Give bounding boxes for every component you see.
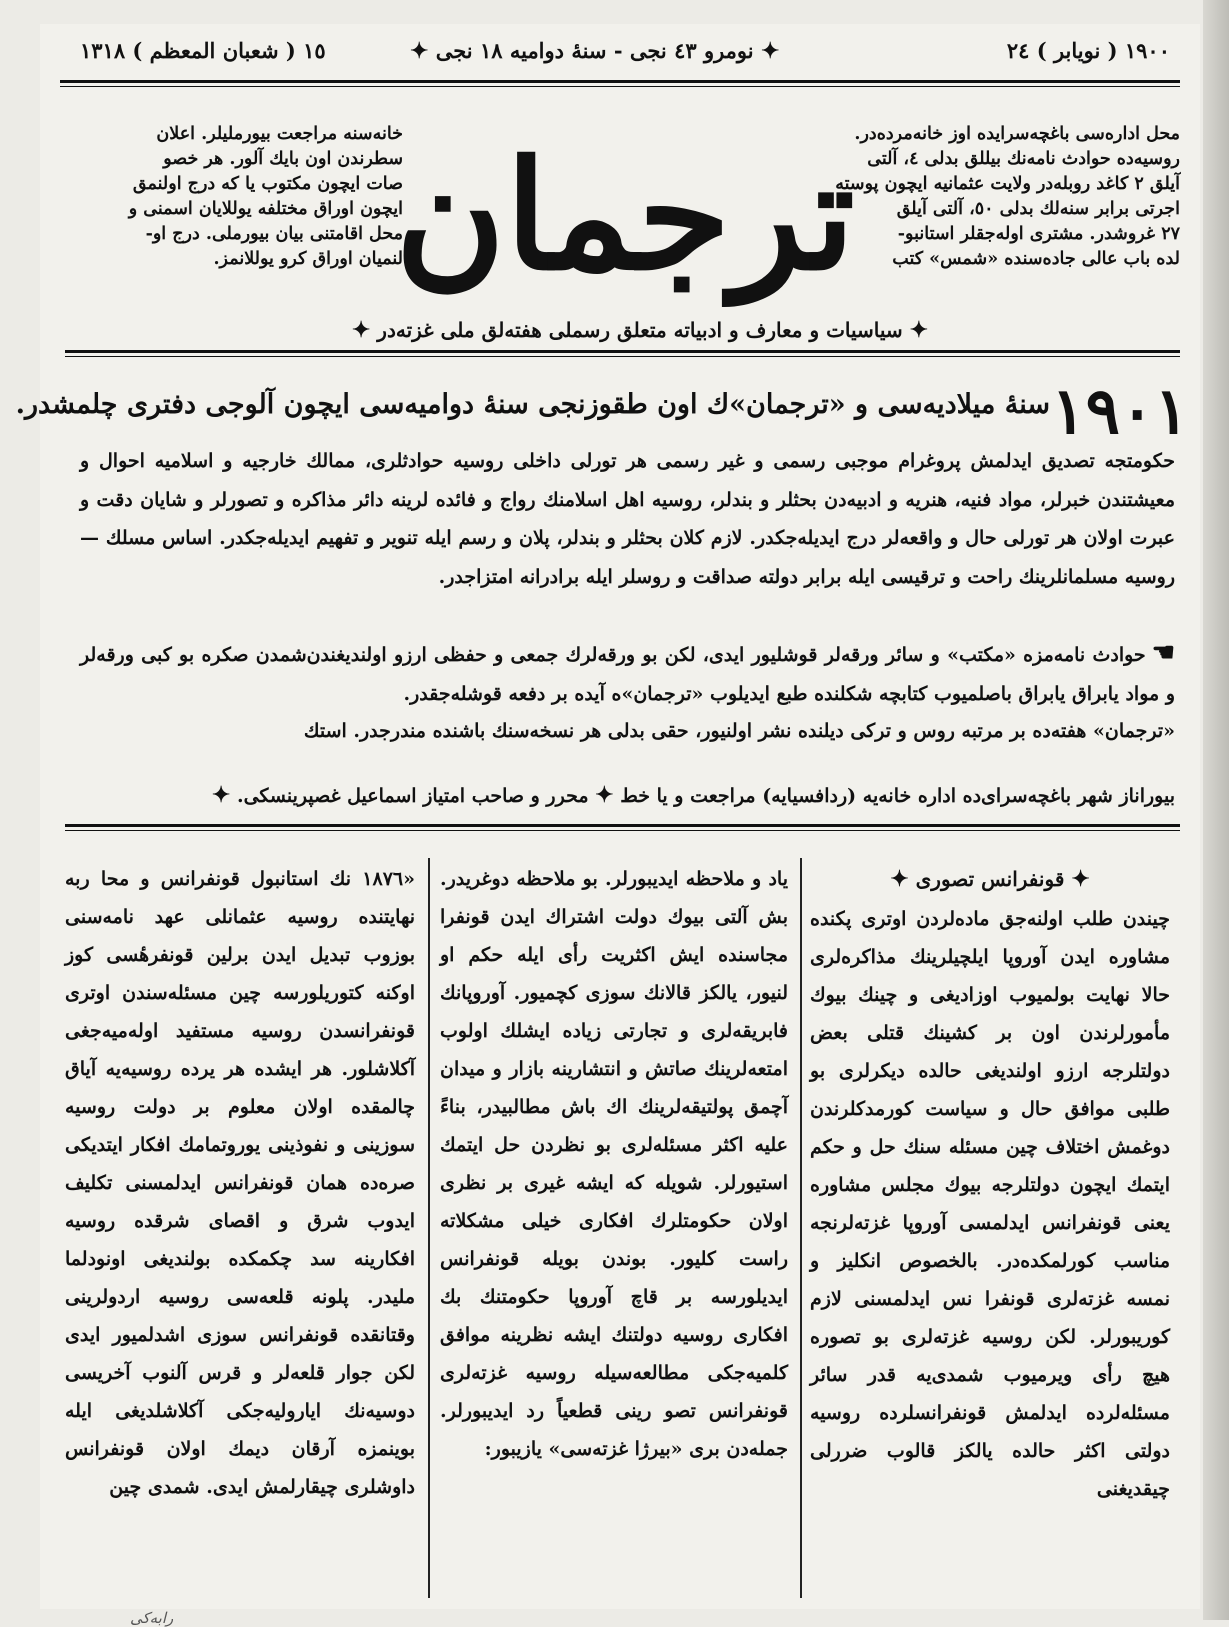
pointing-hand-icon: ☚ [1151,638,1175,668]
columns-rule [65,824,1180,827]
editor-text: محرر و صاحب امتیاز اسماعیل غصپرینسکی. [236,785,589,807]
ornament-icon: ✦ [890,866,909,892]
masthead-title: ترجمان [395,128,855,304]
ornament-icon: ✦ [351,317,371,343]
notice-line: اجرتی برابر سنه‌لك بدلی ٥٠، آلتی آیلق [896,199,1180,219]
notice-line: لنمیان اوراق کرو یوللانمز. [213,249,403,269]
issue-line [410,38,779,64]
article-text: چیندن طلب اولنه‌جق ماده‌لردن اوتری پکنده مشاوره ایدن آوروپا ایلچیلرینك مذاکره‌لری حالا نهایت بولمیوب اوزادیغی و چینك بیوك مأمورلرندن اون بر کشینك قتلی بعض دولتلرجه ارزو اولندیغی حالده دیکرلری بو طلبی موافق حال و سیاست کورمدکلرندن دوغمش اختلاف چین مسئله سنك حل و حکم ایتمك ایچون دولتلرجه بیوك مجلس مشاوره یعنی قونفرانس ایدلمسی آوروپا غزته‌لرنجه مناسب کورلمکده‌در. بالخصوص انکلیز و نمسه غزته‌لری قونفرا نس ایدلمسنی لازم کوریبورلر. لکن روسیه غزته‌لری بو تصوره هیچ رأی ویرمیوب شمدی‌یه قدر سائر مسئله‌لرده ایدلمش قونفرانسلرده روسیه دولتی اکثر حالده یالکز قالوب ضررلی چیقدیغنی [810,908,1170,1500]
article-column-right [810,860,1170,1508]
tagline-text: سیاسیات و معارف و ادبیاته متعلق رسملی هفته‌لق ملی غزته‌در [377,318,903,342]
tagline [320,317,960,343]
article-title [810,860,1170,898]
announcement-paragraph [80,634,1175,713]
newspaper-page [15,24,1200,1627]
article-column-left: «١٨٧٦ نك استانبول قونفرانس و محا ربه نهایتنده روسیه عثمانلی عهد نامه‌سنی بوزوب تبدیل ایدن برلین قونفرهٔسی کوز اوکنه کتوریلورسه چین مسئله‌سندن اوتری قونفرانسدن روسیه مستفید اوله‌میه‌جغی آکلاشلور. هر ایشده هر یرده روسیه‌یه آیاق چالمقده اولان معلوم بر دولت روسیه سوزینی و نفوذینی یوروتمامك افکار ایتدیکی صره‌ده همان قونفرانس ایدلمسنی تکلیف ایدوب شرق و اقصای شرقده روسیه افکارینه سد چکمکده بولندیغی اونودلما ملیدر. پلونه قلعه‌سی روسیه اردولرینی وقتانقده قونفرانس سوزی اشدلمیور ایدی لکن جوار قلعه‌لر و قرس آلنوب آخریسی دوسیه‌نك ایارولیه‌جکی آکلاشلدیغی ایله بوینمزه آرقان دیمك اولان قونفرانس داوشلری چیقارلمش ایدی. شمدی چین [65,868,415,1498]
notice-line: محل اقامتنی بیان بیورملی. درج او- [145,224,403,244]
ornament-icon: ✦ [211,782,231,808]
contact-row [80,782,1175,808]
column-divider [428,858,430,1598]
header-rule-thin [60,86,1180,87]
notice-line: آیلق ٢ کاغد روبله‌در ولایت عثمانیه ایچون پوسته [835,174,1180,194]
column-divider [800,858,802,1598]
announcement-headline: سنۀ میلادیه‌سی و «ترجمان»ك اون طقوزنجی سنۀ دوامیه‌سی ایچون آلوجی دفتری چلمشدر. [15,389,1050,420]
year-number: ١٩٠١ [1051,374,1189,449]
handwritten-note: ر‌ابه‌کی [130,1609,174,1627]
issue-number: نومرو ٤٣ نجى - سنۀ دوامیه ١٨ نجى [435,38,754,63]
ornament-icon: ✦ [1071,866,1090,892]
notice-line: ٢٧ غروشدر. مشتری اوله‌جقلر استانبو- [897,224,1180,244]
notice-line: ایچون اوراق مختلفه یوللایان اسمنی و [128,199,403,219]
section-rule-thin [65,356,1180,357]
notice-line: روسیه‌ده حوادث نامه‌نك بیللق بدلی ٤، آلتی [867,149,1180,169]
advertising-notice [58,122,403,272]
page-edge-shadow [1203,0,1229,1620]
hijri-date: ١٥ ( شعبان المعظم ) ١٣١٨ [80,38,326,63]
announcement-paragraph: «ترجمان» هفته‌ده بر مرتبه روس و ترکی دیلنده نشر اولنیور، حقی بدلی هر نسخه‌سنك باشنده مندرجدر. استك [303,720,1175,742]
paragraph-text: حوادث نامه‌مزه «مکتب» و سائر ورقه‌لر قوشلیور ایدی، لکن بو ورقه‌لرك جمعی و حفظی ارزو اولندیغندن‌شمدن صکره بو کبی ورقه‌لر و مواد یابراق یابراق باصلمیوب کتابچه شکلنده طبع ایدیلوب «ترجمان»ه آیده بر دفعه قوشله‌جقدر. [80,644,1175,705]
header-rule [60,80,1180,83]
ornament-icon: ✦ [595,782,614,808]
article-column-middle: یاد و ملاحظه ایدیبورلر. بو ملاحظه دوغریدر. بش آلتی بیوك دولت اشتراك ایدن قونفرا مجاسنده ایش اکثریت رأی ایله حکم او لنیور، یالکز قالانك سوزی کچمیور. آوروپانك فابریقه‌لری و تجارتی زیاده ایشلك اولوب امتعه‌لرینك صاتش و انتشارینه بازار و میدان آچمق پولتیقه‌لرینك اك باش مطالبیدر، بناءً علیه اکثر مسئله‌لری بو نظردن حل ایتمك استیورلر. شویله که ایشه غیری بر نظری اولان حکومتلرك افکاری خیلی مشکلاته راست کلیور. بوندن بویله قونفرانس ایدیلورسه بر قاچ آوروپا حکومتنك بك افکاری روسیه دولتنك ایشه نظرینه موافق کلمیه‌جکی مطالعه‌سیله روسیه غزته‌لری قونفرانس تصو رینی قطعیاً رد ایدیبورلر. جمله‌دن بری «بیرژا غزته‌سی» یازیبور: [440,868,788,1460]
notice-line: صات ایچون مکتوب یا که درج اولنمق [132,174,403,194]
notice-line: سطرندن اون بایك آلور. هر خصو [163,149,403,169]
gregorian-date: ١٩٠٠ ( نویابر ) ٢٤ [1006,38,1170,63]
notice-line: خانه‌سنه مراجعت بیورملیلر. اعلان [156,124,403,144]
announcement-paragraph: حکومتجه تصدیق ایدلمش پروغرام موجبی رسمی و غیر رسمی هر تورلی داخلی روسیه حوادثلری، ممالك خارجیه و اسلامیه احوال و معیشتندن خبرلر، مواد فنیه، هنریه و ادبیه‌دن بحثلر و بندلر، روسیه اهل اسلامنك رواج و فائده لرینه دائر مذاکره و تصورلر و شایان دقت و عبرت اولان هر تورلی حال و واقعه‌لر درج ایدیله‌جکدر. لازم کلان بحثلر و بندلر، پلان و رسم ایله تنویر و تفهیم ایدیله‌جکدر. اساس مسلك — روسیه مسلمانلرینك راحت و ترقیسی ایله برابر دولته صداقت و روسلر ایله برادرانه امتزاجدر. [80,450,1175,588]
subscription-notice [805,122,1180,272]
notice-line: لده باب عالی جاده‌سنده «شمس» کتب [892,249,1180,269]
ornament-icon: ✦ [410,38,429,64]
contact-text: بیوراناز شهر باغچه‌سرای‌ده اداره خانه‌یه (ردافسیایه) مراجعت و یا خط [620,785,1175,807]
ornament-icon: ✦ [760,38,780,64]
article-title-text: قونفرانس تصوری [915,867,1065,891]
notice-line: محل اداره‌سی باغچه‌سرایده اوز خانه‌مرده‌در. [854,124,1180,144]
columns-rule-thin [65,830,1180,831]
section-rule [65,350,1180,353]
ornament-icon: ✦ [909,317,929,343]
